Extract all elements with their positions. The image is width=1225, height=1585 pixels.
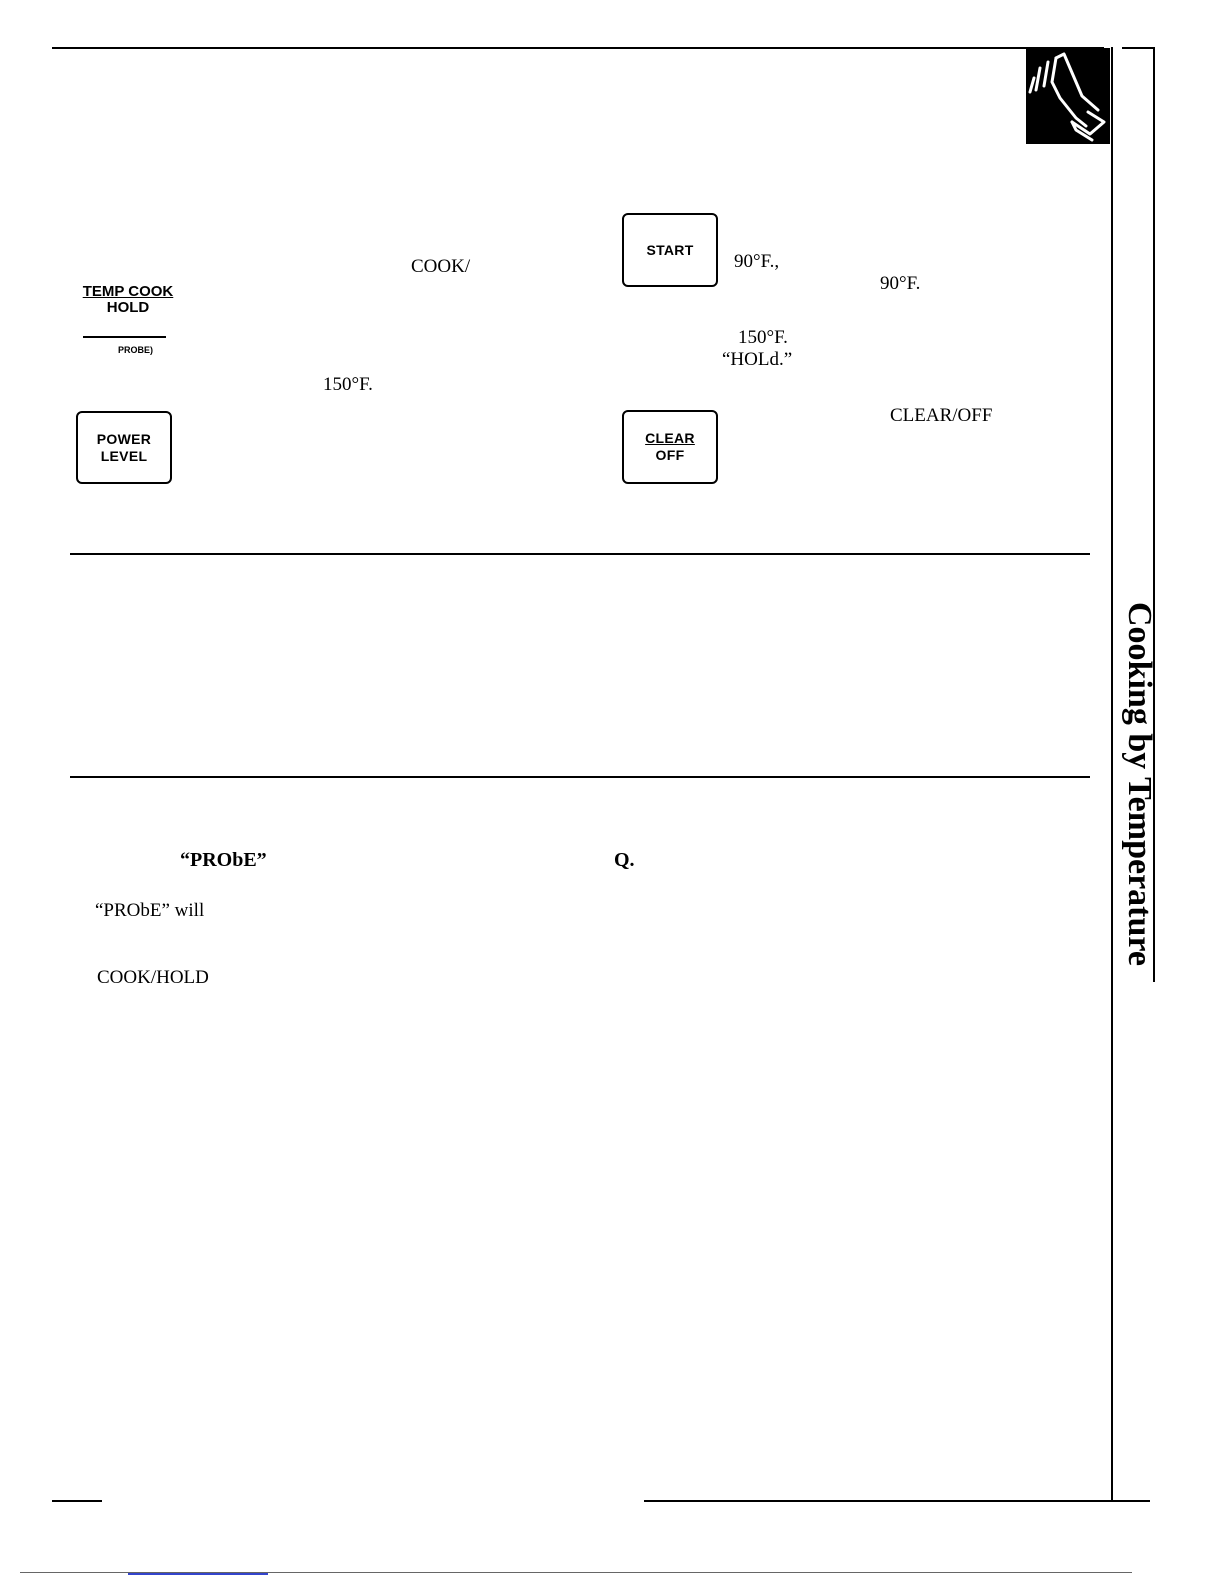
side-vertical-rule-left [1111,47,1113,1502]
top-rule [52,47,1104,49]
bottom-rule-left [52,1500,102,1502]
clear-label: CLEAR [645,430,695,446]
side-section-title: Cooking by Temperature [1121,602,1158,966]
power-level-button[interactable] [76,411,172,484]
temp-90-a: 90°F., [734,251,780,272]
probe-heading: “PRObE” [180,849,267,871]
hand-pressing-button-icon [1026,48,1110,144]
section-divider-2 [70,776,1090,778]
temp-90-b: 90°F. [880,273,921,294]
hold-label: HOLD [106,299,150,316]
start-button[interactable] [622,213,718,287]
probe-sublabel: PROBE) [118,345,154,355]
hold-display-text: “HOLd.” [722,349,793,370]
start-label: START [646,241,694,258]
q-marker: Q. [614,849,635,871]
probe-will-text: “PRObE” will [95,900,205,921]
bottom-rule-right [644,1500,1150,1502]
clear-off-text: CLEAR/OFF [890,405,993,426]
clear-off-button[interactable] [622,410,718,484]
power-label: POWER [96,430,152,447]
temp-150-right: 150°F. [738,327,788,348]
level-label: LEVEL [100,447,148,464]
top-right-rule [1122,47,1154,49]
temp-cook-label: TEMP COOK [82,283,174,300]
temp-cook-hold-key[interactable] [78,284,178,316]
cook-hold-text: COOK/HOLD [97,967,209,988]
temp-150-left: 150°F. [323,374,373,395]
cook-fragment: COOK/ [411,256,471,277]
off-label: OFF [655,447,685,463]
footer-link-underline[interactable] [128,1573,268,1575]
temp-key-divider [83,336,166,338]
section-divider-1 [70,553,1090,555]
